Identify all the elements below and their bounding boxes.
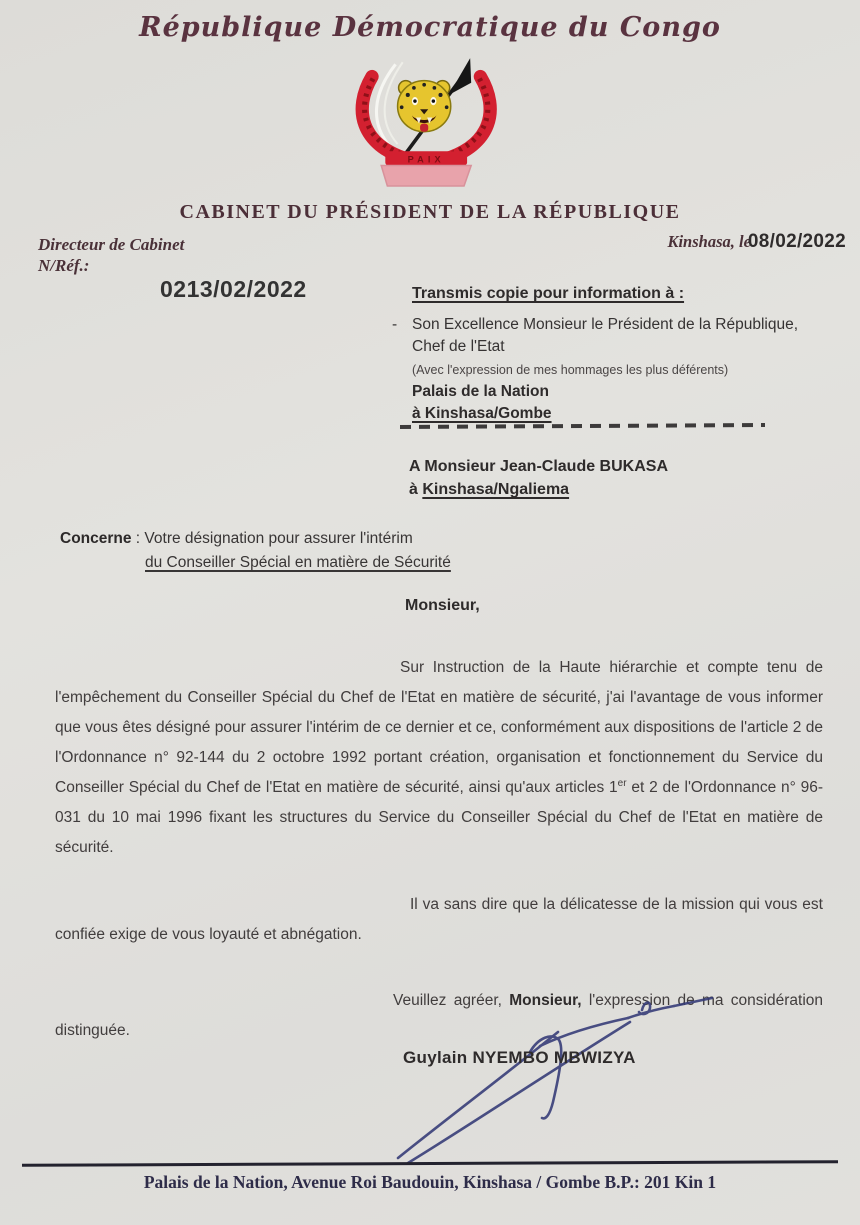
signer-name: Guylain NYEMBO MBWIZYA [403,1048,636,1067]
sender-title: Directeur de Cabinet [38,235,185,254]
ref-number: 0213/02/2022 [160,276,307,302]
recipient-line2: Chef de l'Etat [412,338,505,355]
leopard-head-icon [398,81,451,132]
ordinal-superscript: er [617,777,627,789]
transmission-heading: Transmis copie pour information à : [412,285,685,302]
addressee-block [409,455,668,501]
transmission-block [392,283,812,425]
subject-block [60,527,451,575]
republic-title: République Démocratique du Congo [139,12,721,43]
addressee-location [409,478,668,501]
hommage-note: (Avec l'expression de mes hommages les plus déférents) [412,363,729,377]
ref-label: N/Réf.: [38,256,90,275]
footer-address: Palais de la Nation, Avenue Roi Baudouin, Kinshasa / Gombe B.P.: 201 Kin 1 [143,1172,717,1192]
addressee-name: A Monsieur Jean-Claude BUKASA [409,458,668,475]
dash-bullet: - [392,316,398,333]
subject-label: Concerne [60,530,132,547]
addressee-location-city: Kinshasa/Ngaliema [422,481,570,498]
salutation: Monsieur, [405,597,480,614]
emblem-motto: PAIX [407,154,445,165]
paragraph-3-closing: Veuillez agréer, Monsieur, l'expression de ma considération distinguée. [55,992,824,1039]
place-date-prefix: Kinshasa, le [667,232,751,251]
transmission-recipient [392,314,812,425]
transmission-location2: à Kinshasa/Gombe [412,405,552,422]
recipient-line1: Son Excellence Monsieur le Président de la République, [412,316,799,333]
subject-line1 [60,527,451,551]
place-date [667,231,846,253]
handwritten-signature [390,980,735,1165]
date-stamp: 08/02/2022 [747,231,846,252]
drc-coat-of-arms-icon [331,50,521,188]
transmission-location1: Palais de la Nation [412,383,549,400]
cabinet-title: CABINET DU PRÉSIDENT DE LA RÉPUBLIQUE [179,201,681,223]
subject-text2: du Conseiller Spécial en matière de Sécurité [145,554,451,571]
separator-dashed-line [400,423,765,429]
paragraph-2: Il va sans dire que la délicatesse de la mission qui vous est confiée exige de vous loyauté et abnégation. [55,896,823,943]
sender-block [38,234,184,276]
addressee-location-prefix: à [409,481,423,498]
subject-text1: : Votre désignation pour assurer l'intérim [131,530,413,547]
footer-rule [22,1160,838,1167]
paragraph-1: Sur Instruction de la Haute hiérarchie et compte tenu de l'empêchement du Conseiller Spécial du Chef de l'Etat en matière de sécurité, j'ai l'avantage de vous informer que vous êtes désigné pour assurer l'intérim de ce dernier et ce, conformément aux dispositions de l'article 2 de l'Ordonnance n° 92-144 du 2 octobre 1992 portant création, organisation et fonctionnement du Service du Conseiller Spécial du Chef de l'Etat en matière de sécurité, ainsi qu'aux articles 1er et 2 de l'Ordonnance n° 96-031 du 10 mai 1996 fixant les structures du Service du Conseiller Spécial du Chef de l'Etat en matière de sécurité. [55,659,824,856]
